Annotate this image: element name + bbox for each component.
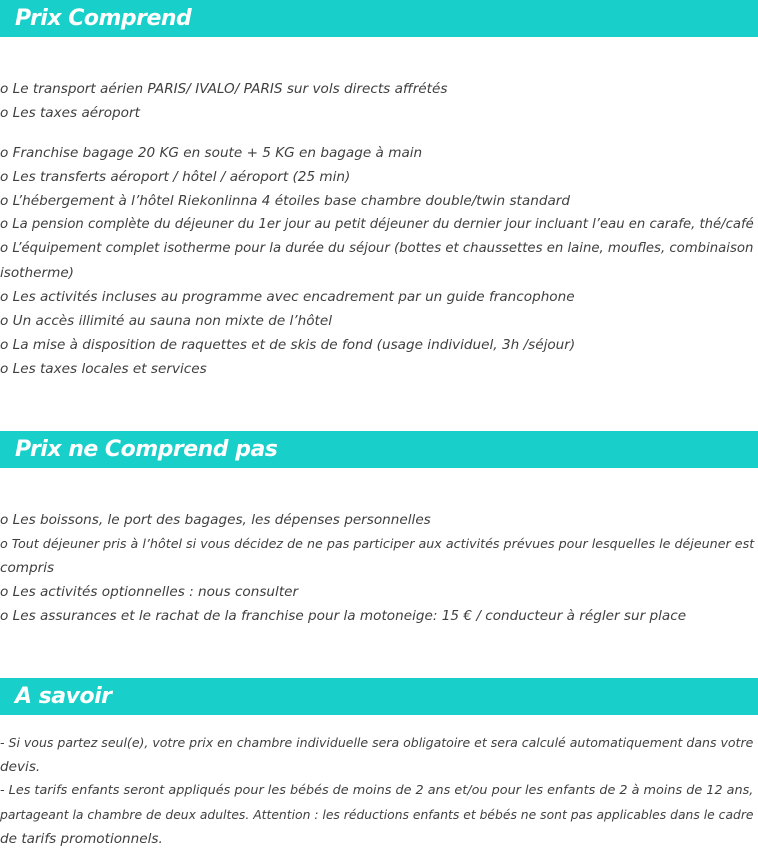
section-header-prix-ne-comprend-pas <box>0 431 758 468</box>
list-item: o Un accès illimité au sauna non mixte de l’hôtel <box>0 313 333 329</box>
section-header-prix-comprend <box>0 0 758 37</box>
list-item: o Franchise bagage 20 KG en soute + 5 KG en bagage à main <box>0 145 423 161</box>
list-item: o La pension complète du déjeuner du 1er jour au petit déjeuner du dernier jour incluant l’eau en carafe, thé/café <box>0 217 754 232</box>
list-item-continuation: compris <box>0 560 55 576</box>
paragraph-line: de tarifs promotionnels. <box>0 831 163 847</box>
paragraph-line: - Si vous partez seul(e), votre prix en chambre individuelle sera obligatoire et sera calculé automatiquement dans votre <box>0 735 754 750</box>
list-item: o Les activités optionnelles : nous consulter <box>0 584 299 600</box>
section-title: A savoir <box>15 684 112 709</box>
list-item-continuation: isotherme) <box>0 265 74 281</box>
list-item: o Les transferts aéroport / hôtel / aéroport (25 min) <box>0 169 351 185</box>
paragraph-line: devis. <box>0 759 41 775</box>
list-item: o L’hébergement à l’hôtel Riekonlinna 4 étoiles base chambre double/twin standard <box>0 193 571 209</box>
paragraph-line: - Les tarifs enfants seront appliqués pour les bébés de moins de 2 ans et/ou pour les enfants de 2 à moins de 12 ans, <box>0 783 754 798</box>
list-item: o Les taxes aéroport <box>0 105 140 121</box>
list-item: o Les activités incluses au programme avec encadrement par un guide francophone <box>0 289 575 305</box>
list-item: o Le transport aérien PARIS/ IVALO/ PARIS sur vols directs affrétés <box>0 81 448 97</box>
section-title: Prix ne Comprend pas <box>15 437 278 462</box>
paragraph-line: partageant la chambre de deux adultes. Attention : les réductions enfants et bébés ne sont pas applicables dans le cadre <box>0 808 754 822</box>
section-header-a-savoir <box>0 678 758 715</box>
list-item: o Tout déjeuner pris à l’hôtel si vous décidez de ne pas participer aux activités prévues pour lesquelles le déjeuner est <box>0 536 755 551</box>
list-item: o L’équipement complet isotherme pour la durée du séjour (bottes et chaussettes en laine, moufles, combinaison <box>0 241 754 256</box>
list-item: o La mise à disposition de raquettes et de skis de fond (usage individuel, 3h /séjour) <box>0 337 576 353</box>
list-item: o Les taxes locales et services <box>0 361 207 377</box>
section-title: Prix Comprend <box>15 6 192 31</box>
list-item: o Les assurances et le rachat de la franchise pour la motoneige: 15 € / conducteur à régler sur place <box>0 608 687 624</box>
list-item: o Les boissons, le port des bagages, les dépenses personnelles <box>0 512 431 528</box>
